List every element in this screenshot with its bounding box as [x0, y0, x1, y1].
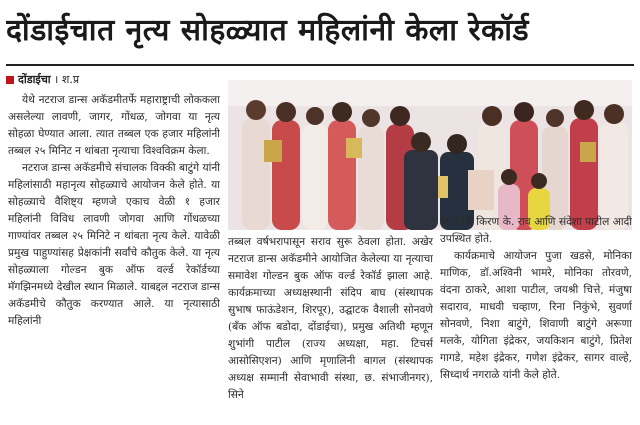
red-square-icon [6, 76, 14, 84]
headline-rule [6, 64, 634, 66]
paragraph: अभिनेत्री किरण के. राव आणि संदेशा पाटील आदी उपस्थित होते. [440, 216, 632, 245]
dateline-source: । श.प्र [54, 73, 80, 86]
dateline-place: दोंडाईचा [18, 73, 51, 86]
article-column-1 [8, 92, 220, 422]
paragraph: कार्यक्रमाचे आयोजन पुजा खडसे, मोनिका माणिक, डॉ.अश्विनी भामरे, मोनिका तोरवणे, वंदना ठाकरे, आशा पाटील, जयश्री चित्ते, मंजुषा सदाराव, माधवी चव्हाण, रिना निकुंभे, सुवर्णा सोनवणे, निशा बाटुंगे, शिवाणी बाटुंगे अरूणा मलके, योगिता इंद्रेकर, जयकिशन बाटुंगे, प्रितेश गागडे, महेश इंद्रेकर, गणेश इंद्रेकर, सागर वाल्हे, सिध्दार्थ नगराळे यांनी केले होते. [440, 250, 632, 381]
paragraph: येथे नटराज डान्स अकॅडमीतर्फे महाराष्ट्राची लोककला असलेल्या लावणी, जागर, गोंधळ, जोगवा या नृत्य सोहळा घेण्यात आला. त्यात तब्बल एक हजार महिलांनी तब्बल २५ मिनिट न थांबता नृत्याचा विश्वविक्रम केला. [8, 94, 220, 157]
article-column-2 [228, 234, 433, 424]
dateline [6, 72, 79, 88]
group-photo [228, 80, 632, 230]
article-column-3 [440, 214, 632, 424]
headline: दोंडाईचात नृत्य सोहळ्यात महिलांनी केला रेकॉर्ड [6, 13, 530, 48]
group-photo-illustration [228, 80, 632, 230]
paragraph: तब्बल वर्षभरापासून सराव सुरू ठेवला होता. अखेर नटराज डान्स अकॅडमीने आयोजित केलेल्या या नृत्याचा समावेश गोल्डन बुक ऑफ वर्ल्ड रेकॉर्ड झाला आहे. कार्यक्रमाच्या अध्यक्षस्थानी संदिप बाघ (संस्थापक सुभाष फाऊंडेशन, शिरपूर), उद्घाटक वैशाली सोनवणे (बँक ऑफ बडोदा, दोंडाईचा), प्रमुख अतिथी म्हणून शुभांगी पाटील (राज्य अध्यक्षा, महा. टिचर्स आसोसिएशन) आणि मृणालिनी बागल (संस्थापक अध्यक्ष सम्मानी सेवाभावी संस्था, छ. संभाजीनगर), सिने [228, 236, 433, 401]
paragraph: नटराज डान्स अकॅडमीचे संचालक विक्की बाटुंगे यांनी महिलांसाठी महानृत्य सोहळ्याचे आयोजन केले होते. या सोहळ्याचे वैशिष्ट्य म्हणजे एकाच वेळी १ हजार महिलांनी विविध लावणी जोगवा आणि गोंधळच्या गाण्यांवर तब्बल २५ मिनिटे न थांबता नृत्य केले. यावेळी प्रमुख पाहुण्यांसह प्रेक्षकांनी सर्वांचे कौतुक केले. या नृत्य सोहळ्याला गोल्डन बुक ऑफ वर्ल्ड रेकॉर्डच्या मॅगझिनमध्ये देखील स्थान मिळाले. याबद्दल नटराज डान्स अकॅडमीचे कौतुक करण्यात आले. या नृत्यासाठी महिलांनी [8, 162, 220, 327]
